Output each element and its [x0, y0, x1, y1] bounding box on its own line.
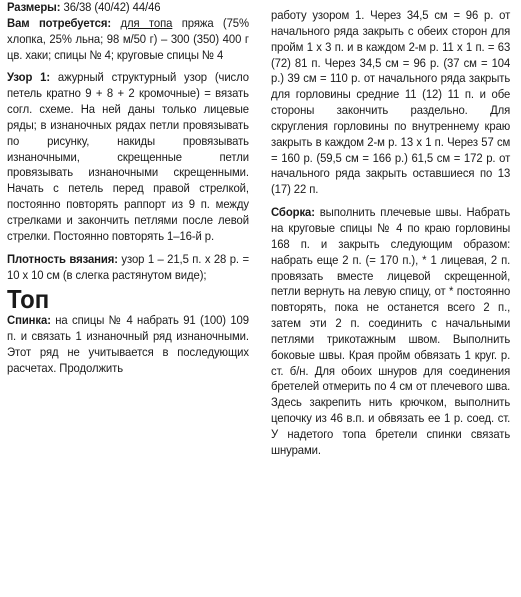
density-label: Плотность вязания:: [7, 251, 118, 266]
section-heading-top: Топ: [7, 284, 50, 315]
assembly-label: Сборка:: [271, 205, 315, 220]
back-paragraph: [7, 313, 249, 376]
right-column: [271, 8, 510, 459]
pattern-text: ажурный структурный узор (число петель кратно 9 + 8 + 2 кромочные) = вязать согл. схеме. На ней даны только лицевые ряды; в изнаночных рядах петли провязывать по рисунку, накиды провязывать изнаночными, скрещенные петли провязывать изнаночными скрещенными. Начать с петель перед правой стрелкой, постоянно повторять раппорт из 9 п. между стрелками и закончить петлями после левой стрелки. Постоянно повторять 1–16-й р.: [7, 70, 249, 243]
materials-link-top: для топа: [120, 15, 173, 30]
sizes-label: Размеры:: [7, 0, 61, 14]
density-text: узор 1 – 21,5 п. х 28 р. = 10 х 10 см (в слегка растянутом виде);: [7, 251, 249, 282]
pattern-label: Узор 1:: [7, 70, 51, 85]
sizes-text: 36/38 (40/42) 44/46: [60, 0, 161, 14]
left-column: [7, 0, 249, 377]
materials-paragraph: [7, 16, 249, 64]
pattern-paragraph: [7, 70, 249, 244]
back-text: на спицы № 4 набрать 91 (100) 109 п. и связать 1 изнаночный ряд изнаночными. Этот ряд не учитывается в последующих расчетах. Продолжить: [7, 313, 249, 375]
back-label: Спинка:: [7, 313, 51, 328]
density-paragraph: [7, 252, 249, 284]
sizes-paragraph: [7, 0, 249, 16]
continue-paragraph: работу узором 1. Через 34,5 см = 96 р. от начального ряда закрыть с обеих сторон для пройм 1 х 3 п. и в каждом 2-м р. 11 х 1 п. = 63 (72) 81 п. Через 34,5 см = 96 р. (37 см = 104 р.) 39 см = 110 р. от начального ряда закрыть для горловины средние 11 (12) 11 п. и обе стороны закончить раздельно. Для скругления горловины по внутреннему краю закрыть в каждом 2-м р. 13 х 1 п. Через 57 см = 160 р. (59,5 см = 166 р.) 61,5 см = 172 р. от начального ряда закрыть оставшиеся по 13 (17) 22 п.: [271, 8, 511, 197]
assembly-paragraph: [271, 205, 510, 459]
assembly-text: выполнить плечевые швы. Набрать на круговые спицы № 4 по краю горловины 168 п. и закрыть следующим образом: набрать еще 2 п. (= 170 п.), * 1 лицевая, 2 п. провязать вместе лицевой скрещенной, петли вернуть на левую спицу, от * постоянно повторять, пока не останется всего 2 п., затем эти 2 п. соединить с начальными петлями трикотажным швом. Выполнить боковые швы. Края пройм обвязать 1 круг. р. ст. б/н. Для обоих шнуров для соединения бретелей отмерить по 4 см от плечевого шва. Здесь закрепить нить крючком, выполнить цепочку из 46 в.п. и обвязать ее 1 р. соед. ст. У надетого топа бретели спинки связать шнурами.: [271, 205, 511, 457]
materials-label: Вам потребуется:: [7, 15, 112, 30]
materials-text: пряжа (75% хлопка, 25% льна; 98 м/50 г) – 300 (350) 400 г цв. хаки; спицы № 4; круговые спицы № 4: [7, 15, 249, 62]
